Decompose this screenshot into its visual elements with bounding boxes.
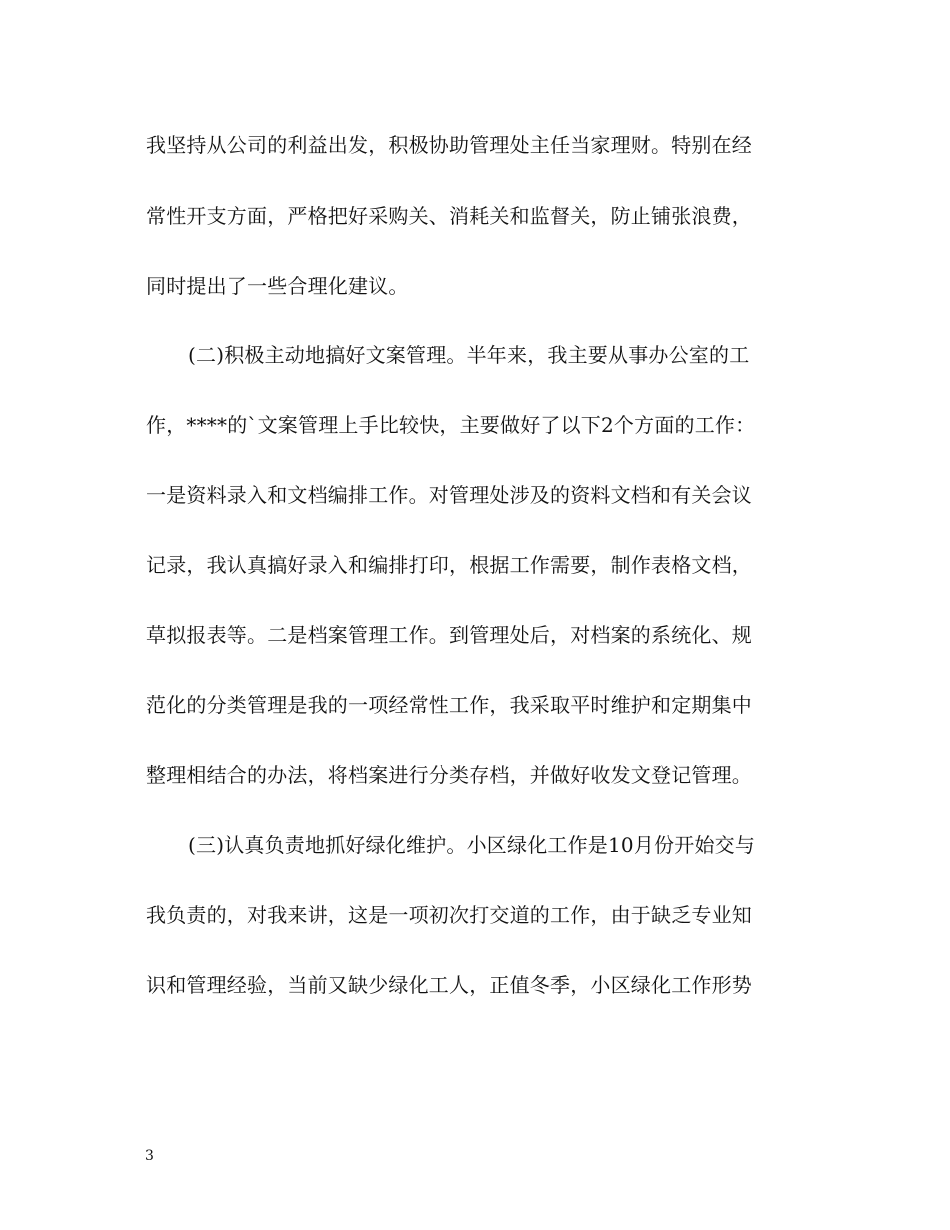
text-line: 一是资料录入和文档编排工作。对管理处涉及的资料文档和有关会议: [146, 483, 752, 507]
text-line: 记录，我认真搞好录入和编排打印，根据工作需要，制作表格文档，: [146, 553, 752, 577]
text-line: 整理相结合的办法，将档案进行分类存档，并做好收发文登记管理。: [146, 763, 752, 787]
text-line: 草拟报表等。二是档案管理工作。到管理处后，对档案的系统化、规: [146, 623, 752, 647]
text-line: 常性开支方面，严格把好采购关、消耗关和监督关，防止铺张浪费，: [146, 204, 752, 228]
text-line: 我坚持从公司的利益出发，积极协助管理处主任当家理财。特别在经: [146, 133, 752, 157]
text-line: 我负责的，对我来讲，这是一项初次打交道的工作，由于缺乏专业知: [146, 903, 752, 927]
text-line: 同时提出了一些合理化建议。: [146, 274, 409, 298]
text-line: 作，****的`文案管理上手比较快，主要做好了以下2个方面的工作：: [146, 413, 756, 437]
text-line: 识和管理经验，当前又缺少绿化工人，正值冬季，小区绿化工作形势: [146, 973, 752, 997]
text-line: 范化的分类管理是我的一项经常性工作，我采取平时维护和定期集中: [146, 693, 752, 717]
page-number: 3: [145, 1148, 154, 1164]
paragraph-start-line: (三)认真负责地抓好绿化维护。小区绿化工作是10月份开始交与: [188, 833, 756, 857]
paragraph-start-line: (二)积极主动地搞好文案管理。半年来，我主要从事办公室的工: [188, 343, 750, 367]
